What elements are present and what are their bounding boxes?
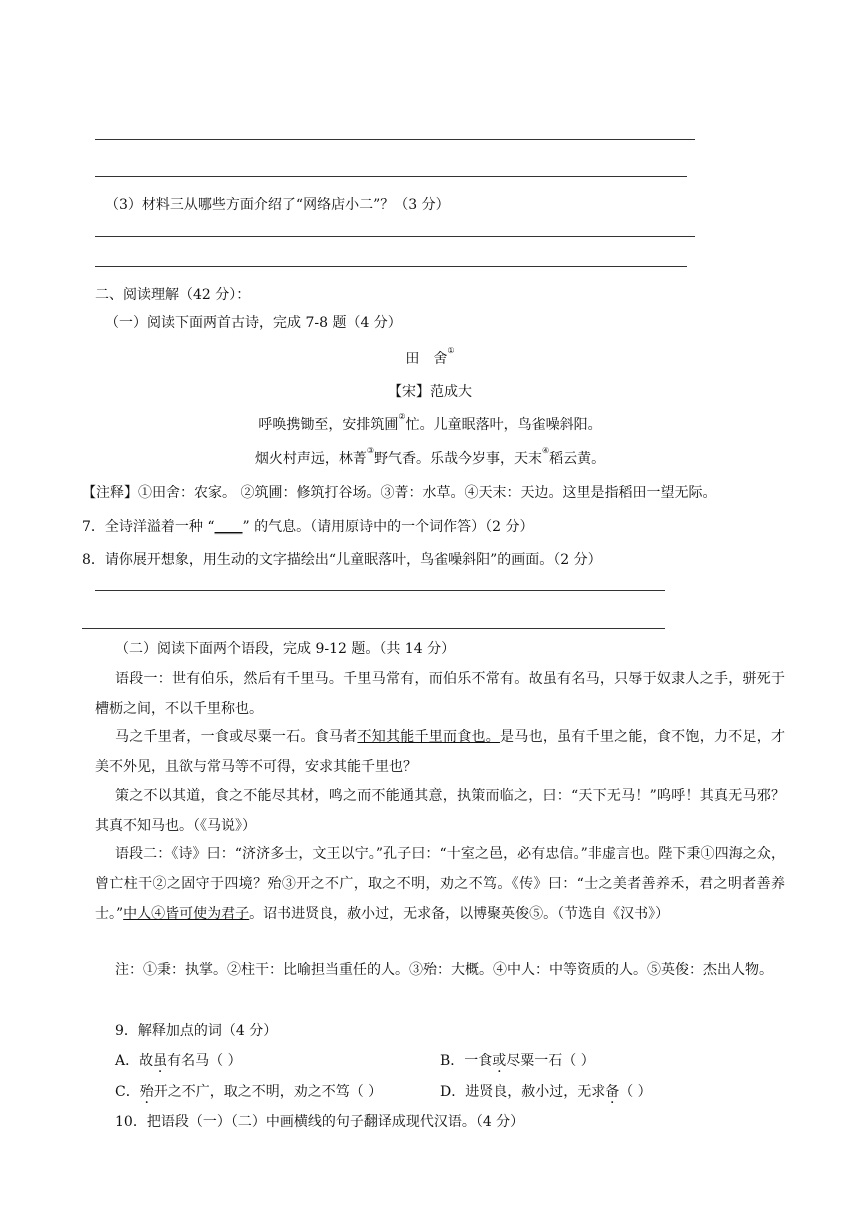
passage-2: 语段二：《诗》曰：“济济多士，文王以宁。”孔子曰：“十室之邑，必有忠信。”非虚言也。陛下秉①四海之众，曾亡柱干②之固守于四境？殆③开之不广，取之不明，劝之不笃。《传》曰：“士之美者善养禾，君之明者善养士。”中人④皆可使为君子。诏书进贤良，赦小过，无求备，以博聚英俊⑤。（节选自《汉书》） — [95, 846, 785, 922]
passage-1-paragraph-2: 马之千里者，一食或尽粟一石。食马者不知其能千里而食也。是马也，虽有千里之能，食不饱，力不足，才美不外见，且欲与常马等不可得，安求其能千里也？ — [95, 729, 786, 775]
answer-line[interactable] — [95, 139, 695, 140]
answer-line[interactable] — [95, 590, 665, 591]
poem-line-1: 呼唤携锄至，安排筑圃②忙。儿童眠落叶，鸟雀噪斜阳。 — [258, 412, 602, 433]
answer-line[interactable] — [95, 266, 687, 267]
part2-title: （二）阅读下面两个语段，完成 9-12 题。（共 14 分） — [115, 641, 456, 657]
question-9-option-b: B．一食或尽粟一石（ ） — [440, 1053, 595, 1069]
question-8: 8．请你展开想象，用生动的文字描绘出“儿童眠落叶，鸟雀噪斜阳”的画面。（2 分） — [82, 552, 602, 568]
poem-title: 田 舍① — [405, 346, 455, 367]
passage-1-paragraph-3: 策之不以其道，食之不能尽其材，鸣之而不能通其意，执策而临之，曰：“天下无马！”呜呼！其真无马邪？其真不知马也。（《马说》） — [95, 788, 785, 834]
question-7: 7．全诗洋溢着一种 “____” 的气息。（请用原诗中的一个词作答）（2 分） — [82, 519, 534, 535]
answer-line[interactable] — [95, 236, 695, 237]
question-9: 9．解释加点的词（4 分） — [115, 1023, 278, 1039]
question-9-option-c: C．殆开之不广，取之不明，劝之不笃（ ） — [115, 1084, 383, 1100]
part1-title: （一）阅读下面两首古诗，完成 7-8 题（4 分） — [105, 315, 402, 331]
passage-1-paragraph-1: 语段一：世有伯乐，然后有千里马。千里马常有，而伯乐不常有。故虽有名马，只辱于奴隶人之手，骈死于槽枥之间，不以千里称也。 — [95, 671, 785, 717]
question-9-option-a: A．故虽有名马（ ） — [115, 1053, 242, 1069]
answer-line[interactable] — [95, 176, 687, 177]
poem-notes: 【注释】①田舍：农家。 ②筑圃：修筑打谷场。③菁：水草。④天末：天边。这里是指稻田一望无际。 — [82, 485, 717, 501]
question-3: （3）材料三从哪些方面介绍了“网络店小二”？（3 分） — [105, 197, 450, 213]
question-10: 10．把语段（一）（二）中画横线的句子翻译成现代汉语。（4 分） — [115, 1114, 525, 1130]
poem-author: 【宋】范成大 — [388, 384, 472, 400]
passage-2-notes: 注：①秉：执掌。②柱干：比喻担当重任的人。③殆：大概。④中人：中等资质的人。⑤英俊：杰出人物。 — [115, 962, 773, 978]
answer-line[interactable] — [82, 628, 665, 629]
section-heading: 二、阅读理解（42 分）： — [95, 287, 251, 303]
question-9-option-d: D．进贤良，赦小过，无求备（ ） — [440, 1084, 652, 1100]
poem-line-2: 烟火村声远，林菁③野气香。乐哉今岁事，天末④稻云黄。 — [254, 446, 606, 467]
